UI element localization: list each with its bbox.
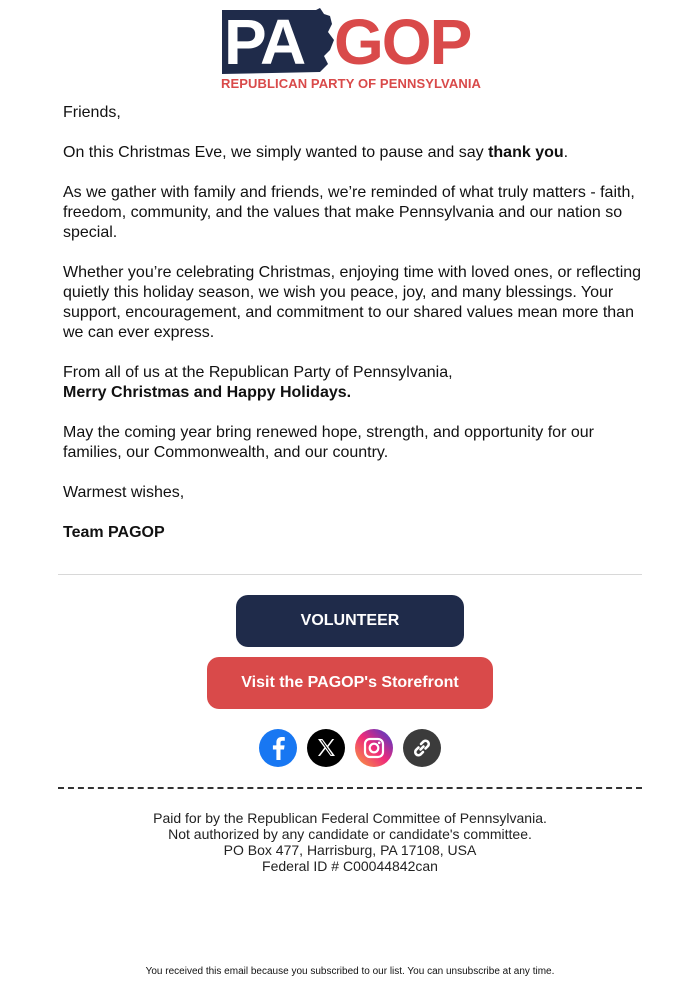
- p1-end: .: [563, 144, 569, 161]
- unsub-text-before: You received this email because you subscribed to our list. You can: [145, 966, 446, 977]
- footer-line-3: PO Box 477, Harrisburg, PA 17108, USA: [223, 842, 477, 858]
- paragraph-5: May the coming year bring renewed hope, strength, and opportunity for our families, our Commonwealth, and our country.: [63, 424, 594, 461]
- p4-line2: Merry Christmas and Happy Holidays.: [63, 384, 352, 401]
- paragraph-2: As we gather with family and friends, we’re reminded of what truly matters - faith, freedom, community, and the values that make Pennsylvania and our nation so special.: [63, 184, 635, 241]
- logo-pa-text: PA: [224, 6, 305, 78]
- p4-line1: From all of us at the Republican Party of Pennsylvania,: [63, 364, 453, 381]
- logo-subtitle: REPUBLICAN PARTY OF PENNSYLVANIA: [220, 76, 482, 91]
- volunteer-button[interactable]: VOLUNTEER: [236, 595, 464, 647]
- email-body: [63, 103, 643, 563]
- unsubscribe-link[interactable]: unsubscribe: [445, 966, 500, 977]
- instagram-icon[interactable]: [355, 729, 393, 767]
- disclaimer-footer: [0, 810, 700, 874]
- greeting: Friends,: [63, 104, 121, 121]
- p1-text: On this Christmas Eve, we simply wanted to pause and say: [63, 144, 489, 161]
- unsubscribe-notice: [0, 966, 700, 977]
- divider: [58, 574, 642, 575]
- p1-bold: thank you: [488, 144, 564, 161]
- footer-line-1: Paid for by the Republican Federal Committee of Pennsylvania.: [153, 810, 547, 826]
- paragraph-4: [63, 363, 643, 403]
- footer-line-2: Not authorized by any candidate or candidate's committee.: [168, 826, 532, 842]
- closing: Warmest wishes,: [63, 484, 185, 501]
- logo-wordmark: [220, 6, 482, 78]
- dashed-divider: [58, 787, 642, 789]
- footer-line-4: Federal ID # C00044842can: [262, 858, 438, 874]
- link-icon[interactable]: [403, 729, 441, 767]
- x-icon[interactable]: [307, 729, 345, 767]
- pagop-logo: [220, 6, 482, 94]
- facebook-icon[interactable]: [259, 729, 297, 767]
- storefront-button[interactable]: Visit the PAGOP's Storefront: [207, 657, 493, 709]
- paragraph-3: Whether you’re celebrating Christmas, enjoying time with loved ones, or reflecting quietly this holiday season, we wish you peace, joy, and many blessings. Your support, encouragement, and commitment to our shared values mean more than we can ever express.: [63, 264, 642, 341]
- unsub-text-after: at any time.: [499, 966, 555, 977]
- paragraph-1: [63, 143, 643, 163]
- signature-text: Team PAGOP: [63, 524, 165, 541]
- signature: [63, 523, 643, 543]
- logo-gop-text: GOP: [334, 6, 471, 78]
